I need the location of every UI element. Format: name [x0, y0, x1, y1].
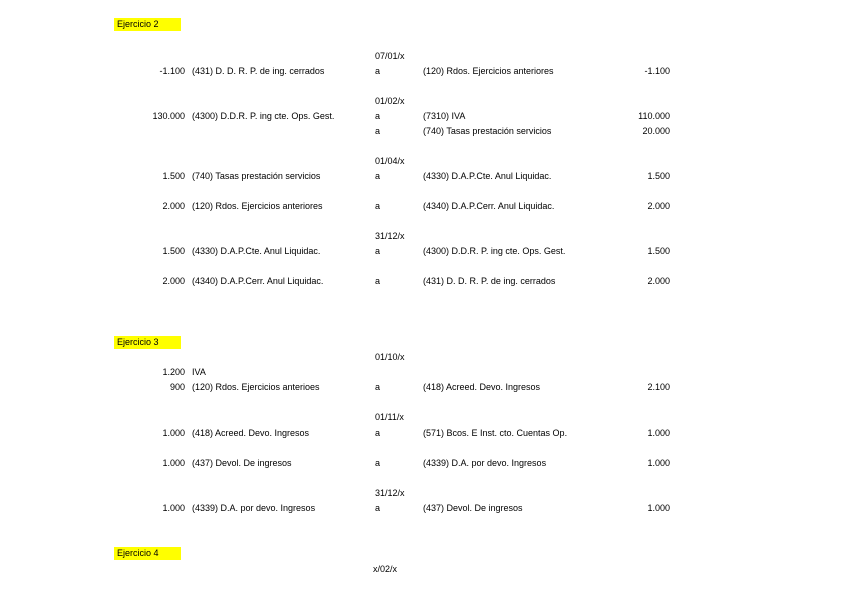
section-title-ejercicio-4: Ejercicio 4: [114, 547, 181, 560]
credit-amount: 110.000: [638, 111, 670, 121]
debit-account: (4339) D.A. por devo. Ingresos: [192, 503, 316, 513]
entry-date: x/02/x: [373, 564, 398, 574]
credit-account: (437) Devol. De ingresos: [423, 503, 523, 513]
debit-amount: 1.000: [162, 503, 185, 513]
entry-date: 07/01/x: [375, 51, 405, 61]
debit-account: IVA: [192, 367, 206, 377]
debit-account: (418) Acreed. Devo. Ingresos: [192, 428, 310, 438]
debit-account: (120) Rdos. Ejercicios anteriores: [192, 201, 323, 211]
credit-account: (4340) D.A.P.Cerr. Anul Liquidac.: [423, 201, 555, 211]
debit-amount: 1.500: [162, 171, 185, 181]
credit-account: (4330) D.A.P.Cte. Anul Liquidac.: [423, 171, 552, 181]
credit-account: (571) Bcos. E Inst. cto. Cuentas Op.: [423, 428, 568, 438]
credit-amount: 1.000: [647, 428, 670, 438]
credit-amount: 1.000: [647, 458, 670, 468]
entry-separator: a: [375, 276, 381, 286]
credit-account: (4339) D.A. por devo. Ingresos: [423, 458, 547, 468]
entry-separator: a: [375, 503, 381, 513]
debit-account: (4300) D.D.R. P. ing cte. Ops. Gest.: [192, 111, 335, 121]
entry-date: 01/10/x: [375, 352, 405, 362]
credit-account: (7310) IVA: [423, 111, 466, 121]
section-title-ejercicio-3: Ejercicio 3: [114, 336, 181, 349]
debit-amount: -1.100: [159, 66, 185, 76]
credit-account: (120) Rdos. Ejercicios anteriores: [423, 66, 554, 76]
debit-amount: 2.000: [162, 276, 185, 286]
entry-separator: a: [375, 111, 381, 121]
debit-account: (437) Devol. De ingresos: [192, 458, 292, 468]
entry-date: 01/04/x: [375, 156, 405, 166]
entry-date: 01/02/x: [375, 96, 405, 106]
credit-amount: -1.100: [644, 66, 670, 76]
debit-amount: 900: [169, 382, 185, 392]
credit-amount: 2.000: [647, 276, 670, 286]
debit-amount: 130.000: [152, 111, 185, 121]
entry-date: 31/12/x: [375, 488, 405, 498]
entry-date: 01/11/x: [375, 412, 404, 422]
credit-amount: 1.500: [647, 171, 670, 181]
entry-separator: a: [375, 458, 381, 468]
credit-amount: 20.000: [642, 126, 670, 136]
credit-amount: 2.000: [647, 201, 670, 211]
debit-account: (4330) D.A.P.Cte. Anul Liquidac.: [192, 246, 321, 256]
debit-amount: 2.000: [162, 201, 185, 211]
credit-account: (418) Acreed. Devo. Ingresos: [423, 382, 541, 392]
credit-account: (431) D. D. R. P. de ing. cerrados: [423, 276, 556, 286]
debit-amount: 1.500: [162, 246, 185, 256]
entry-date: 31/12/x: [375, 231, 405, 241]
debit-amount: 1.200: [162, 367, 185, 377]
debit-account: (740) Tasas prestación servicios: [192, 171, 321, 181]
credit-amount: 2.100: [647, 382, 670, 392]
entry-separator: a: [375, 246, 381, 256]
debit-account: (4340) D.A.P.Cerr. Anul Liquidac.: [192, 276, 324, 286]
entry-separator: a: [375, 126, 381, 136]
entry-separator: a: [375, 171, 381, 181]
credit-account: (4300) D.D.R. P. ing cte. Ops. Gest.: [423, 246, 566, 256]
debit-amount: 1.000: [162, 458, 185, 468]
credit-amount: 1.000: [647, 503, 670, 513]
section-title-ejercicio-2: Ejercicio 2: [114, 18, 181, 31]
debit-account: (431) D. D. R. P. de ing. cerrados: [192, 66, 325, 76]
debit-amount: 1.000: [162, 428, 185, 438]
credit-amount: 1.500: [647, 246, 670, 256]
entry-separator: a: [375, 428, 381, 438]
entry-separator: a: [375, 66, 381, 76]
credit-account: (740) Tasas prestación servicios: [423, 126, 552, 136]
entry-separator: a: [375, 382, 381, 392]
debit-account: (120) Rdos. Ejercicios anterioes: [192, 382, 320, 392]
entry-separator: a: [375, 201, 381, 211]
